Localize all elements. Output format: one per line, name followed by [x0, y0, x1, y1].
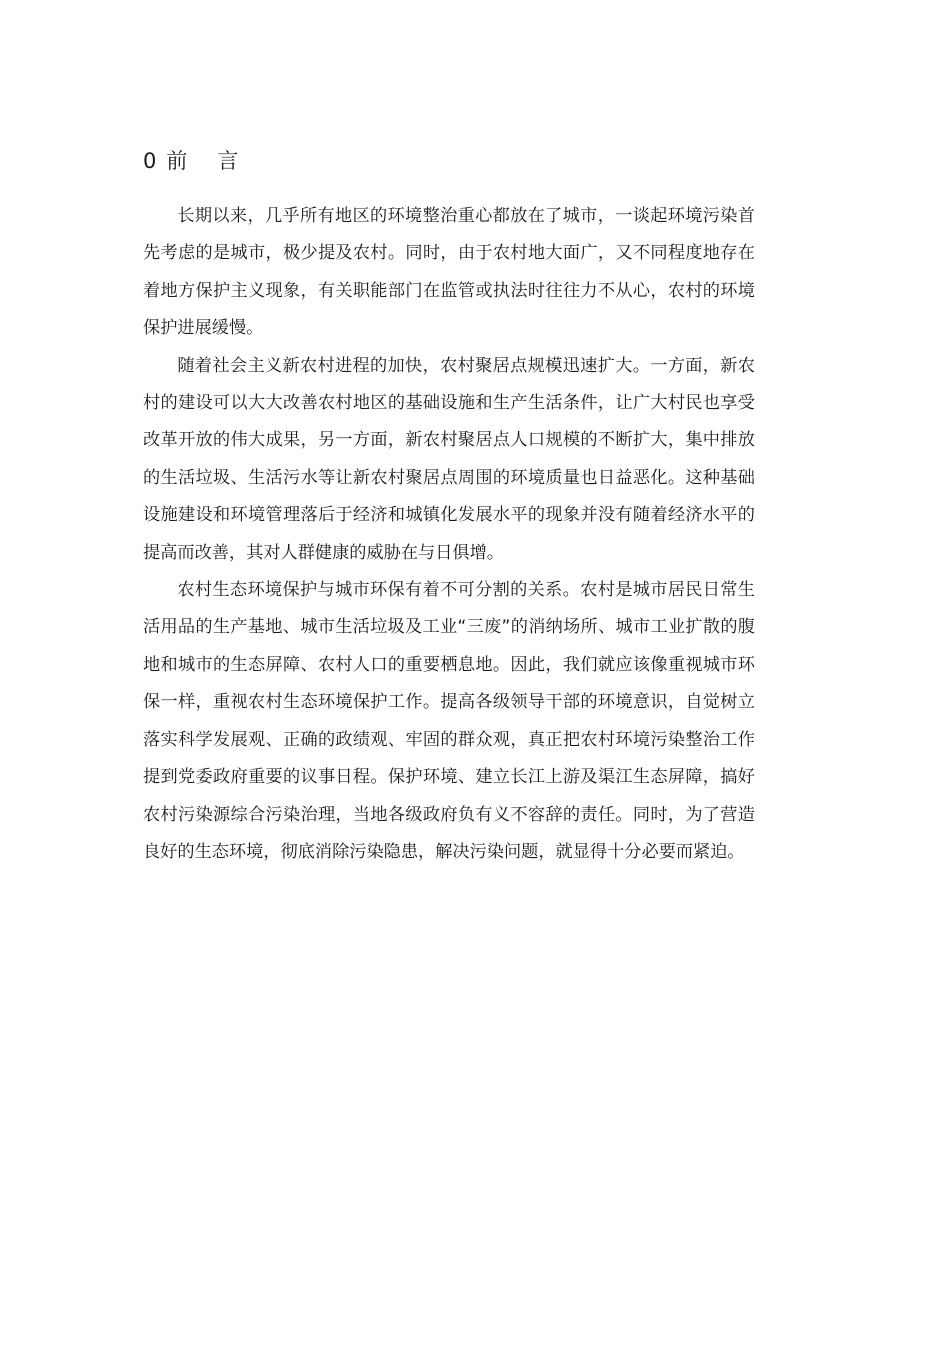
section-heading	[143, 146, 238, 176]
body-text	[143, 198, 755, 871]
section-number: 0	[143, 149, 157, 173]
section-title-part1: 前	[166, 149, 188, 173]
section-title-part2: 言	[217, 149, 239, 173]
paragraph-2: 随着社会主义新农村进程的加快，农村聚居点规模迅速扩大。一方面，新农村的建设可以大大改善农村地区的基础设施和生产生活条件，让广大村民也享受改革开放的伟大成果，另一方面，新农村聚居点人口规模的不断扩大，集中排放的生活垃圾、生活污水等让新农村聚居点周围的环境质量也日益恶化。这种基础设施建设和环境管理落后于经济和城镇化发展水平的现象并没有随着经济水平的提高而改善，其对人群健康的威胁在与日俱增。	[143, 355, 755, 563]
paragraph-1: 长期以来，几乎所有地区的环境整治重心都放在了城市，一谈起环境污染首先考虑的是城市，极少提及农村。同时，由于农村地大面广，又不同程度地存在着地方保护主义现象，有关职能部门在监管或执法时往往力不从心，农村的环境保护进展缓慢。	[143, 206, 755, 339]
paragraph-3: 农村生态环境保护与城市环保有着不可分割的关系。农村是城市居民日常生活用品的生产基地、城市生活垃圾及工业“三废”的消纳场所、城市工业扩散的腹地和城市的生态屏障、农村人口的重要栖息地。因此，我们就应该像重视城市环保一样，重视农村生态环境保护工作。提高各级领导干部的环境意识，自觉树立落实科学发展观、正确的政绩观、牢固的群众观，真正把农村环境污染整治工作提到党委政府重要的议事日程。保护环境、建立长江上游及渠江生态屏障，搞好农村污染源综合污染治理，当地各级政府负有义不容辞的责任。同时，为了营造良好的生态环境，彻底消除污染隐患，解决污染问题，就显得十分必要而紧迫。	[143, 580, 755, 862]
